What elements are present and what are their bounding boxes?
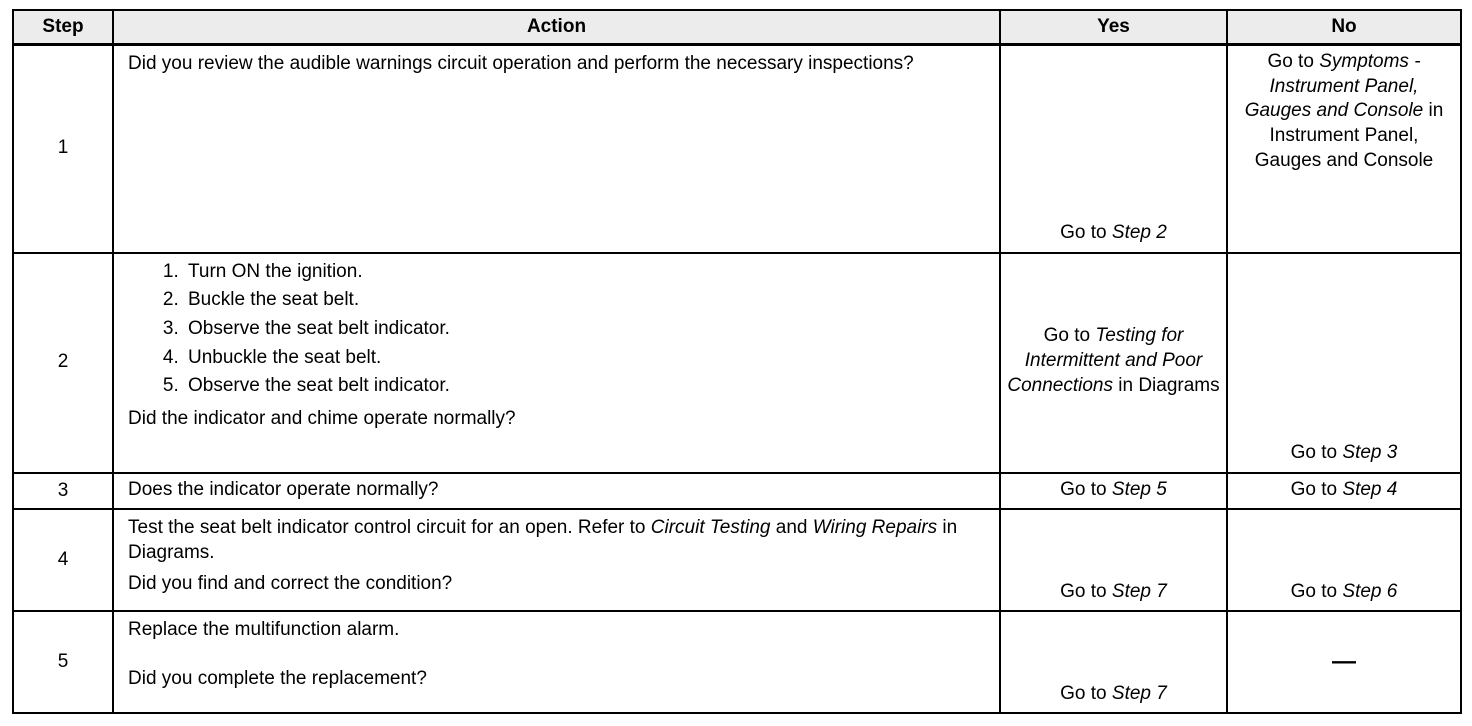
action-text: Did you review the audible warnings circuit operation and perform the necessary inspections? [128, 53, 914, 74]
no-prefix: Go to [1290, 580, 1343, 602]
substep-item: 3. Observe the seat belt indicator. [184, 317, 985, 342]
header-no: No [1227, 10, 1461, 45]
action-prefix: Test the seat belt indicator control circuit for an open. Refer to [128, 517, 651, 539]
yes-prefix: Go to [1060, 221, 1112, 243]
yes-cell[interactable] [1000, 473, 1227, 510]
substep-item: 5. Observe the seat belt indicator. [184, 374, 985, 399]
no-prefix: Go to [1290, 441, 1343, 463]
yes-link[interactable]: Step 5 [1111, 478, 1167, 500]
action-mid: and [770, 517, 813, 539]
action-link-circuit-testing[interactable]: Circuit Testing [650, 517, 771, 539]
yes-link[interactable]: Step 7 [1111, 682, 1167, 704]
no-link[interactable]: Step 6 [1342, 580, 1398, 602]
yes-suffix: in Diagrams [1112, 374, 1220, 396]
no-action-dash: — [1332, 647, 1356, 675]
no-prefix: Go to [1290, 478, 1343, 500]
diagnostic-table [12, 9, 1462, 714]
substep-item: 1. Turn ON the ignition. [184, 260, 985, 285]
yes-prefix: Go to [1060, 580, 1112, 602]
yes-link[interactable]: Step 2 [1111, 221, 1167, 243]
yes-link[interactable]: Step 7 [1111, 580, 1167, 602]
question-text: Did the indicator and chime operate normally? [128, 407, 516, 429]
table-row-step-4 [13, 509, 1461, 611]
yes-link[interactable]: Testing for Intermittent and Poor Connections [1007, 325, 1203, 396]
step-number: 5 [13, 611, 113, 713]
no-prefix: Go to [1267, 51, 1320, 72]
no-link[interactable]: Symptoms - Instrument Panel, Gauges and Console [1244, 51, 1424, 122]
action-link-wiring-repairs[interactable]: Wiring Repairs [812, 517, 938, 539]
spacer [128, 643, 985, 667]
action-text: Replace the multifunction alarm. [128, 619, 400, 641]
table-row-step-3 [13, 473, 1461, 510]
no-cell[interactable] [1227, 473, 1461, 510]
yes-prefix: Go to [1043, 325, 1096, 347]
substep-list [128, 260, 985, 399]
question-text: Did you complete the replacement? [128, 667, 427, 689]
question-text: Does the indicator operate normally? [128, 478, 439, 500]
yes-cell[interactable] [1000, 611, 1227, 713]
action-suffix: in Diagrams. [128, 517, 958, 563]
action-cell [113, 611, 1000, 713]
action-cell [113, 509, 1000, 611]
header-action: Action [113, 10, 1000, 45]
yes-cell[interactable] [1000, 509, 1227, 611]
table-row-step-1 [13, 45, 1461, 253]
no-link[interactable]: Step 3 [1342, 441, 1398, 463]
step-number: 2 [13, 253, 113, 473]
no-cell[interactable] [1227, 45, 1461, 253]
action-cell [113, 473, 1000, 510]
no-cell[interactable] [1227, 509, 1461, 611]
step-number: 3 [13, 473, 113, 510]
action-cell [113, 45, 1000, 253]
table-row-step-5 [13, 611, 1461, 713]
no-suffix: in Instrument Panel, Gauges and Console [1254, 100, 1444, 171]
header-step: Step [13, 10, 113, 45]
table-row-step-2 [13, 253, 1461, 473]
header-yes: Yes [1000, 10, 1227, 45]
no-cell[interactable] [1227, 253, 1461, 473]
substep-item: 2. Buckle the seat belt. [184, 288, 985, 313]
substep-item: 4. Unbuckle the seat belt. [184, 346, 985, 371]
action-cell [113, 253, 1000, 473]
header-row [13, 10, 1461, 45]
step-number: 4 [13, 509, 113, 611]
no-link[interactable]: Step 4 [1342, 478, 1398, 500]
yes-cell[interactable] [1000, 45, 1227, 253]
question-text: Did you find and correct the condition? [128, 572, 453, 594]
yes-prefix: Go to [1060, 478, 1112, 500]
yes-prefix: Go to [1060, 682, 1112, 704]
step-number: 1 [13, 45, 113, 253]
yes-cell[interactable] [1000, 253, 1227, 473]
no-cell [1227, 611, 1461, 713]
